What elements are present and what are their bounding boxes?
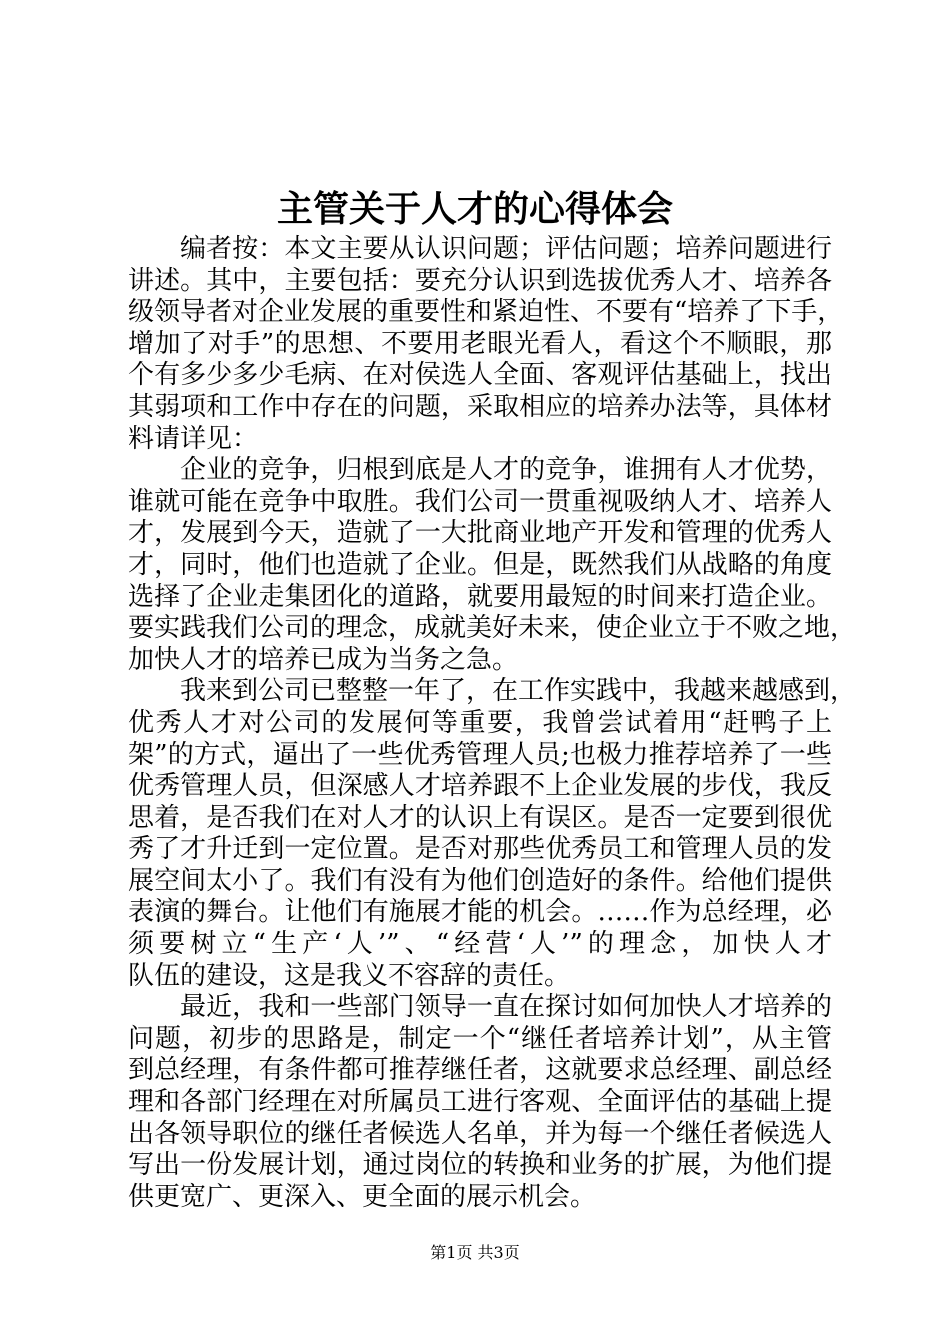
text-line: 问题，初步的思路是，制定一个“继任者培养计划”，从主管 [128,1023,832,1054]
text-line: 架”的方式，逼出了一些优秀管理人员;也极力推荐培养了一些 [128,739,832,770]
text-line: 才，发展到今天，造就了一大批商业地产开发和管理的优秀人 [128,518,832,549]
text-line: 最近，我和一些部门领导一直在探讨如何加快人才培养的 [180,992,832,1023]
text-line: 选择了企业走集团化的道路，就要用最短的时间来打造企业。 [128,581,832,612]
text-line: 优秀人才对公司的发展何等重要，我曾尝试着用“赶鸭子上 [128,707,832,738]
text-line: 出各领导职位的继任者候选人名单，并为每一个继任者候选人 [128,1118,832,1149]
text-line: 加快人才的培养已成为当务之急。 [128,644,519,675]
text-line: 须要树立“生产‘人’”、“经营‘人’”的理念，加快人才 [128,929,832,960]
text-line: 企业的竞争，归根到底是人才的竞争，谁拥有人才优势， [180,455,832,486]
paragraph-competition [128,455,857,676]
text-line: 秀了才升迁到一定位置。是否对那些优秀员工和管理人员的发 [128,834,832,865]
text-line: 供更宽广、更深入、更全面的展示机会。 [128,1181,597,1212]
text-line: 展空间太小了。我们有没有为他们创造好的条件。给他们提供 [128,865,832,896]
text-line: 增加了对手”的思想、不要用老眼光看人，看这个不顺眼，那 [128,328,832,359]
page-number-footer: 第1页 共3页 [430,1243,520,1262]
document-body [128,234,857,1213]
text-line: 级领导者对企业发展的重要性和紧迫性、不要有“培养了下手， [128,297,844,328]
text-line: 写出一份发展计划，通过岗位的转换和业务的扩展，为他们提 [128,1150,832,1181]
text-line: 要实践我们公司的理念，成就美好未来，使企业立于不败之地， [128,613,857,644]
document-title: 主管关于人才的心得体会 [276,188,673,230]
text-line: 个有多少多少毛病、在对侯选人全面、客观评估基础上，找出 [128,360,832,391]
text-line: 我来到公司已整整一年了，在工作实践中，我越来越感到， [180,676,857,707]
text-line: 谁就可能在竞争中取胜。我们公司一贯重视吸纳人才、培养人 [128,486,832,517]
text-line: 才，同时，他们也造就了企业。但是，既然我们从战略的角度 [128,549,832,580]
paragraph-editor-note [128,234,844,455]
text-line: 讲述。其中，主要包括：要充分认识到选拔优秀人才、培养各 [128,265,832,296]
text-line: 料请详见： [128,423,259,454]
text-line: 编者按：本文主要从认识问题；评估问题；培养问题进行 [180,234,832,264]
text-line: 优秀管理人员，但深感人才培养跟不上企业发展的步伐，我反 [128,771,832,802]
text-line: 思着，是否我们在对人才的认识上有误区。是否一定要到很优 [128,802,832,833]
text-line: 到总经理，有条件都可推荐继任者，这就要求总经理、副总经 [128,1055,832,1086]
text-line: 队伍的建设，这是我义不容辞的责任。 [128,960,571,991]
paragraph-experience [128,676,857,992]
text-line: 表演的舞台。让他们有施展才能的机会。……作为总经理，必 [128,897,832,928]
text-line: 其弱项和工作中存在的问题，采取相应的培养办法等，具体材 [128,391,832,422]
paragraph-succession-plan [128,992,832,1213]
text-line: 理和各部门经理在对所属员工进行客观、全面评估的基础上提 [128,1087,832,1118]
